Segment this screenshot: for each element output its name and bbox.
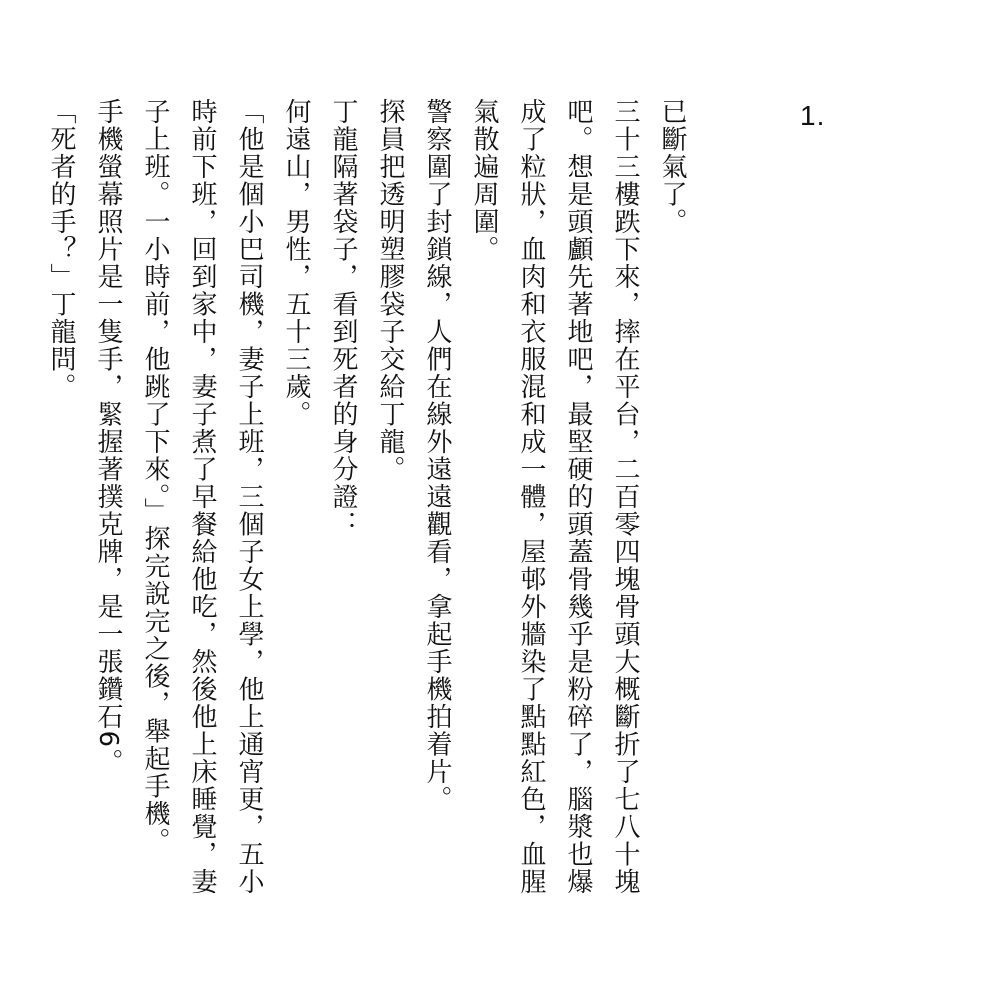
paragraph: 「他是個小巴司機，妻子上班，三個子女上學，他上通宵更，五小時前下班，回到家中，妻子煮了早餐給他吃，然後他上床睡覺，妻子上班。一小時前，他跳了下來。」探完說完之後，舉起手機。	[140, 98, 264, 896]
paragraph: 警察圍了封鎖線，人們在線外遠遠觀看，拿起手機拍着片。	[422, 98, 452, 813]
paragraph: 探員把透明塑膠袋子交給丁龍。	[375, 98, 405, 483]
paragraph: 手機螢幕照片是一隻手，緊握著撲克牌，是一張鑽石6。	[93, 98, 123, 777]
paragraph: 已斷氣了。	[657, 98, 687, 236]
paragraph: 丁龍隔著袋子，看到死者的身分證：	[328, 98, 358, 538]
body-text	[37, 98, 695, 918]
paragraph: 何遠山，男性，五十三歲。	[281, 98, 311, 428]
chapter-number: 1.	[800, 100, 826, 131]
paragraph: 三十三樓跌下來，摔在平台，二百零四塊骨頭大概斷折了七八十塊吧。想是頭顱先著地吧，最堅硬的頭蓋骨幾乎是粉碎了，腦漿也爆成了粒狀，血肉和衣服混和成一體，屋邨外牆染了點點紅色，血腥氣散遍周圍。	[469, 98, 640, 896]
paragraph: 「死者的手？」丁龍問。	[46, 98, 76, 401]
